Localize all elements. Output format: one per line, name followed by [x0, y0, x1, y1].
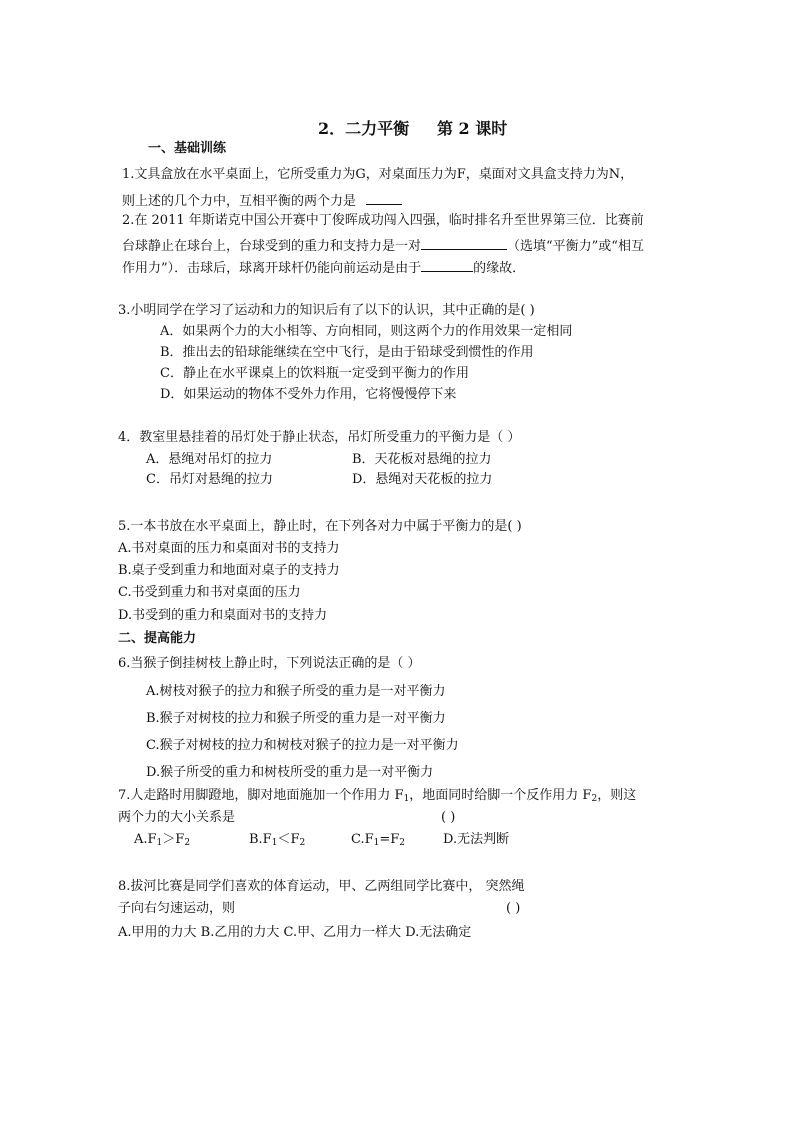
- q7-line2: 两个力的大小关系是: [118, 810, 236, 825]
- q4-stem: 4．教室里悬挂着的吊灯处于静止状态，吊灯所受重力的平衡力是（ ）: [118, 430, 521, 445]
- q7-option-c-rel: =F: [379, 832, 400, 847]
- q4-option-b[interactable]: B．天花板对悬绳的拉力: [352, 452, 492, 467]
- q7-option-b-sub2: 2: [299, 838, 306, 848]
- q7-option-c[interactable]: [351, 832, 405, 851]
- q7-option-a-rel: ＞F: [162, 832, 185, 847]
- q7-option-b-sub1: 1: [271, 838, 278, 848]
- section-basic-training: 一、基础训练: [148, 141, 227, 156]
- q4-option-c[interactable]: C．吊灯对悬绳的拉力: [146, 472, 273, 487]
- q5-option-a[interactable]: A.书对桌面的压力和桌面对书的支持力: [118, 541, 340, 556]
- q7-option-d[interactable]: D.无法判断: [443, 832, 510, 847]
- q3-option-d[interactable]: D．如果运动的物体不受外力作用，它将慢慢停下来: [160, 387, 457, 402]
- q7-option-c-sub2: 2: [399, 838, 406, 848]
- q2-line3-text-a: 作用力”）．击球后，球离开球杆仍能向前运动是由于: [122, 261, 422, 276]
- q7-subscript-1: 1: [403, 794, 410, 804]
- q1-line1: 1.文具盒放在水平桌面上，它所受重力为G，对桌面压力为F，桌面对文具盒支持力为N，: [122, 167, 634, 182]
- q5-option-d[interactable]: D.书受到的重力和桌面对书的支持力: [118, 608, 328, 623]
- q2-line2-text-a: 台球静止在球台上，台球受到的重力和支持力是一对: [122, 239, 422, 254]
- q4-option-d[interactable]: D．悬绳对天花板的拉力: [352, 472, 493, 487]
- q7-option-b[interactable]: [249, 832, 305, 851]
- q7-option-a-sub1: 1: [156, 838, 163, 848]
- q8-options[interactable]: A.甲用的力大 B.乙用的力大 C.甲、乙用力一样大 D.无法确定: [118, 925, 472, 940]
- q6-stem: 6.当猴子倒挂树枝上静止时，下列说法正确的是（ ）: [118, 656, 421, 671]
- section-improve-ability: 二、提高能力: [118, 631, 197, 646]
- q1-line2: [122, 192, 402, 210]
- q2-line1: 2.在 2011 年斯诺克中国公开赛中丁俊晖成功闯入四强，临时排名升至世界第三位．比赛前: [122, 213, 644, 228]
- q2-answer-blank-1[interactable]: [421, 237, 507, 250]
- q8-answer-paren[interactable]: ( ): [506, 901, 521, 916]
- q2-line3-text-b: 的缘故．: [473, 261, 526, 276]
- q7-option-a[interactable]: [134, 832, 190, 851]
- q1-line2-text: 则上述的几个力中，互相平衡的两个力是: [122, 194, 357, 209]
- q1-answer-blank[interactable]: [366, 192, 402, 205]
- q3-option-b[interactable]: B．推出去的铅球能继续在空中飞行，是由于铅球受到惯性的作用: [160, 345, 534, 360]
- q4-option-a[interactable]: A．悬绳对吊灯的拉力: [146, 452, 273, 467]
- q8-line2: 子向右匀速运动，则: [118, 901, 236, 916]
- q7-line1-text-c: ，则这: [597, 788, 637, 803]
- q2-line2-text-b: （选填“平衡力”或“相互: [507, 239, 644, 254]
- q6-option-d[interactable]: D.猴子所受的重力和树枝所受的重力是一对平衡力: [146, 765, 434, 780]
- q3-option-a[interactable]: A．如果两个力的大小相等、方向相同，则这两个力的作用效果一定相同: [160, 324, 573, 339]
- page-title: 2．二力平衡 第 2 课时: [318, 119, 508, 138]
- q8-line1: 8.拔河比赛是同学们喜欢的体育运动，甲、乙两组同学比赛中， 突然绳: [118, 879, 525, 894]
- q5-option-b[interactable]: B.桌子受到重力和地面对桌子的支持力: [118, 563, 340, 578]
- q7-option-a-sub2: 2: [184, 838, 191, 848]
- q7-answer-paren[interactable]: ( ): [441, 810, 456, 825]
- q7-line1-text-b: ，地面同时给脚一个反作用力 F: [409, 788, 592, 803]
- q7-line1-text-a: 7.人走路时用脚蹬地，脚对地面施加一个作用力 F: [118, 788, 404, 803]
- q3-option-c[interactable]: C．静止在水平课桌上的饮料瓶一定受到平衡力的作用: [160, 366, 469, 381]
- q7-subscript-2: 2: [591, 794, 598, 804]
- q7-option-c-label: C.F: [351, 832, 374, 847]
- q5-stem: 5.一本书放在水平桌面上，静止时，在下列各对力中属于平衡力的是( ): [118, 519, 522, 534]
- q2-line3: [122, 259, 525, 277]
- q2-line2: [122, 237, 644, 255]
- q3-stem: 3.小明同学在学习了运动和力的知识后有了以下的认识，其中正确的是( ): [118, 303, 535, 318]
- q6-option-c[interactable]: C.猴子对树枝的拉力和树枝对猴子的拉力是一对平衡力: [146, 738, 459, 753]
- q2-answer-blank-2[interactable]: [421, 259, 473, 272]
- q7-option-b-label: B.F: [249, 832, 272, 847]
- q5-option-c[interactable]: C.书受到重力和书对桌面的压力: [118, 585, 301, 600]
- q7-option-a-label: A.F: [134, 832, 157, 847]
- q6-option-b[interactable]: B.猴子对树枝的拉力和猴子所受的重力是一对平衡力: [146, 711, 446, 726]
- q6-option-a[interactable]: A.树枝对猴子的拉力和猴子所受的重力是一对平衡力: [146, 684, 446, 699]
- q7-line1: [118, 788, 636, 807]
- q7-option-c-sub1: 1: [373, 838, 380, 848]
- q7-option-b-rel: ＜F: [277, 832, 300, 847]
